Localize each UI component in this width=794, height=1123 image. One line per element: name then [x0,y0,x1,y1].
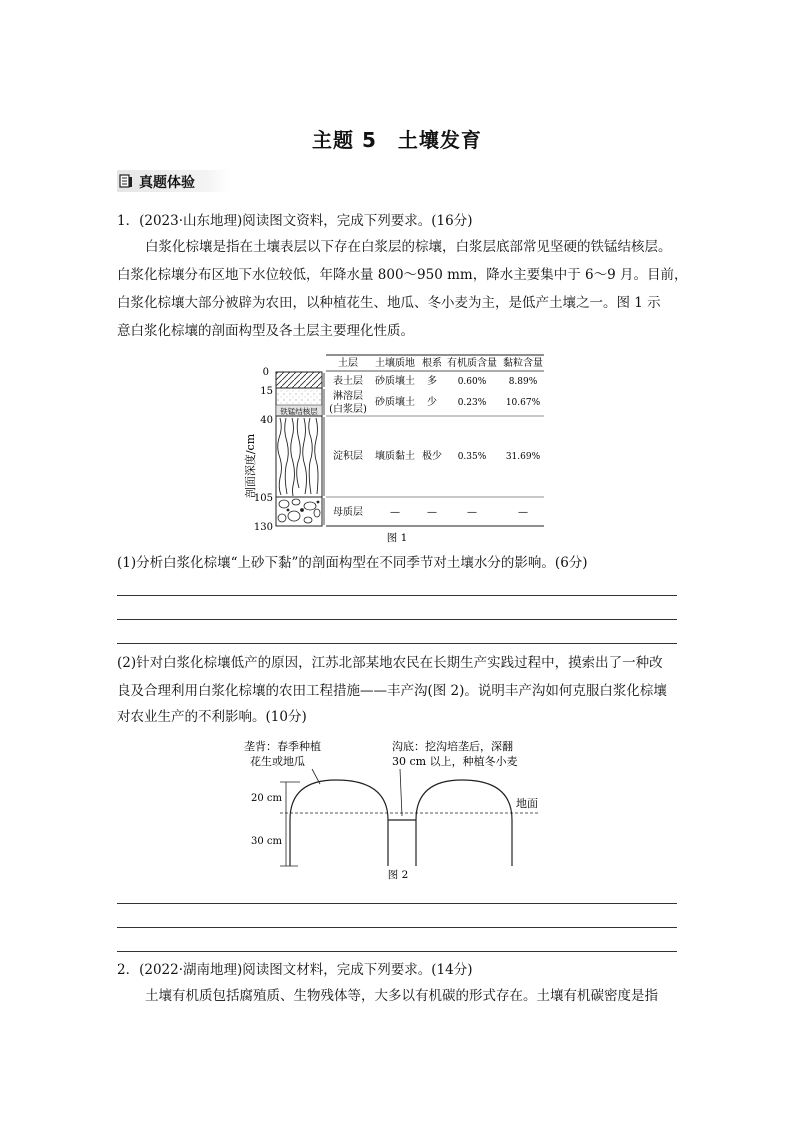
question-1-paragraph-line: 白浆化棕壤大部分被辟为农田，以种植花生、地瓜、冬小麦为主，是低产土壤之一。图 1 示 [117,295,661,311]
answer-line[interactable] [117,951,677,952]
sub-question-2-line: 对农业生产的不利影响。(10分) [117,709,307,725]
fig1-cell: — [467,507,477,518]
fig1-header: 黏粒含量 [503,358,543,369]
fig1-cell: 少 [427,397,437,408]
ridge-note-line: 垄背：春季种植 [244,740,321,753]
fig1-header: 有机质含量 [447,358,497,369]
question-1-heading: 1．(2023·山东地理)阅读图文资料，完成下列要求。(16分) [117,213,473,229]
dimension-20cm: 20 cm [251,793,282,804]
fig1-header: 土壤质地 [375,358,415,369]
fig1-cell: 多 [427,376,437,387]
fig1-cell: 0.35% [457,452,487,462]
page-title: 主题 5 土壤发育 [312,128,482,152]
dimension-30cm: 30 cm [251,836,282,847]
fig1-cell: 0.23% [457,398,487,408]
fig1-cell: 极少 [422,451,442,462]
fig1-cell: 淀积层 [333,451,363,462]
answer-line[interactable] [117,643,677,644]
figure-2-furrow [240,734,560,884]
ridge-left [290,780,388,866]
fig1-axis-label: 剖面深度/cm [244,433,257,499]
figure-1-soil-profile [240,350,560,546]
fig1-cell: 母质层 [333,507,363,518]
fig1-cell: 砂质壤土 [375,376,415,387]
depth-tick: 0 [262,367,269,378]
fig1-cell: (白浆层) [329,404,367,415]
answer-line[interactable] [117,595,677,596]
fig1-cell: 0.60% [457,377,487,387]
sub-question-2-line: (2)针对白浆化棕壤低产的原因，江苏北部某地农民在长期生产实践过程中，摸索出了一种改 [117,655,663,671]
ground-label: 地面 [516,797,538,810]
fig1-cell: 8.89% [508,377,538,387]
fig1-cell: — [390,507,400,518]
depth-tick: 130 [253,522,273,533]
section-tag [117,170,229,192]
question-2-paragraph-line: 土壤有机质包括腐殖质、生物残体等，大多以有机碳的形式存在。土壤有机碳密度是指 [145,988,658,1004]
topsoil-layer [276,372,322,388]
fig1-header: 土层 [338,358,358,369]
furrow-note-line: 30 cm 以上，种植冬小麦 [392,755,518,768]
fig1-cell: 10.67% [505,398,541,408]
fig1-cell: 淋溶层 [333,391,363,402]
ridge-right [416,780,512,866]
question-1-paragraph-line: 意白浆化棕壤的剖面构型及各土层主要理化性质。 [117,323,414,339]
answer-line[interactable] [117,903,677,904]
depth-tick: 105 [253,493,273,504]
answer-line[interactable] [117,927,677,928]
question-1-paragraph-line: 白浆化棕壤是指在土壤表层以下存在白浆层的棕壤，白浆层底部常见坚硬的铁锰结核层。 [145,239,672,255]
fig1-cell: — [427,507,437,518]
question-2-heading: 2．(2022·湖南地理)阅读图文材料，完成下列要求。(14分) [117,962,473,978]
question-1-paragraph-line: 白浆化棕壤分布区地下水位较低，年降水量 800～950 mm，降水主要集中于 6～9 月。目前， [117,267,688,283]
fig1-header: 根系 [422,358,442,369]
nodule-label: 铁锰结核层 [280,407,318,416]
fig1-cell: — [518,507,528,518]
ridge-note-line: 花生或地瓜 [250,755,305,768]
furrow-note-line: 沟底：挖沟培垄后，深翻 [392,740,513,753]
section-tag-label: 真题体验 [139,175,195,191]
fig1-caption: 图 1 [386,532,408,544]
fig2-caption: 图 2 [387,869,409,881]
fig1-cell: 壤质黏土 [375,451,415,462]
answer-line[interactable] [117,619,677,620]
sub-question-2-line: 良及合理利用白浆化棕壤的农田工程措施——丰产沟(图 2)。说明丰产沟如何克服白浆化棕壤 [117,683,667,699]
depth-tick: 40 [260,415,273,426]
fig1-cell: 表土层 [333,376,363,387]
depth-tick: 15 [260,386,273,397]
book-icon [119,174,133,188]
fig1-cell: 31.69% [505,452,541,462]
sub-question-1: (1)分析白浆化棕壤“上砂下黏”的剖面构型在不同季节对土壤水分的影响。(6分) [117,555,588,571]
fig1-cell: 砂质壤土 [375,397,415,408]
